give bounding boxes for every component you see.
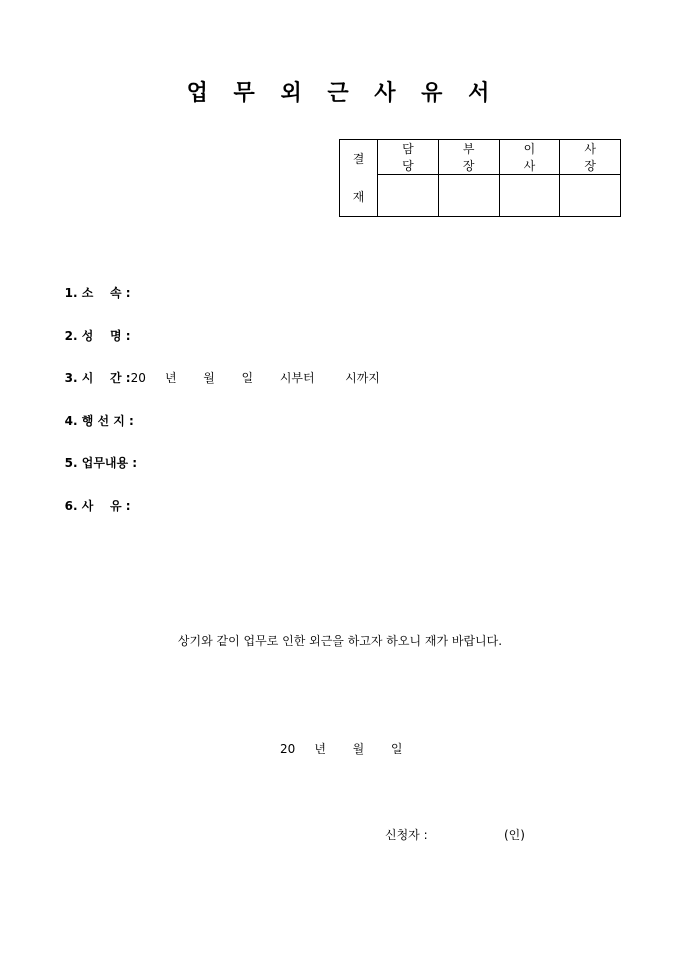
applicant-seal: (인) (503, 828, 525, 842)
approval-header-department-head: 부 장 (438, 140, 499, 175)
document-date[interactable]: 20 년 월 일 (280, 742, 403, 756)
field-time (57, 355, 380, 386)
field-destination (57, 398, 134, 443)
approval-signature-president[interactable] (560, 175, 621, 217)
field-time-value[interactable]: 20 년 월 일 시부터 시까지 (130, 371, 380, 385)
field-name (57, 313, 131, 358)
approval-header-manager: 담 당 (378, 140, 439, 175)
field-reason-label: 6. 사 유 : (64, 499, 131, 513)
approval-side-label-bottom: 재 (352, 190, 375, 204)
field-affiliation (57, 270, 131, 315)
document-title: 업 무 외 근 사 유 서 (186, 80, 494, 106)
field-destination-label: 4. 행 선 지 : (64, 414, 134, 428)
approval-side-label (340, 140, 378, 217)
approval-signature-department-head[interactable] (438, 175, 499, 217)
field-affiliation-label: 1. 소 속 : (64, 286, 131, 300)
request-statement: 상기와 같이 업무로 인한 외근을 하고자 하오니 재가 바랍니다. (177, 634, 503, 648)
applicant-line (385, 826, 525, 843)
approval-table (339, 139, 621, 217)
approval-signature-director[interactable] (499, 175, 560, 217)
applicant-name-blank[interactable] (428, 828, 504, 842)
field-work-details-label: 5. 업무내용 : (64, 456, 138, 470)
applicant-label: 신청자 : (385, 828, 428, 842)
approval-header-director: 이 사 (499, 140, 560, 175)
approval-header-president: 사 장 (560, 140, 621, 175)
field-reason (57, 483, 131, 528)
field-time-label: 3. 시 간 : (64, 371, 131, 385)
field-name-label: 2. 성 명 : (64, 329, 131, 343)
approval-side-label-top: 결 (352, 152, 375, 166)
field-work-details (57, 440, 137, 485)
approval-signature-manager[interactable] (378, 175, 439, 217)
